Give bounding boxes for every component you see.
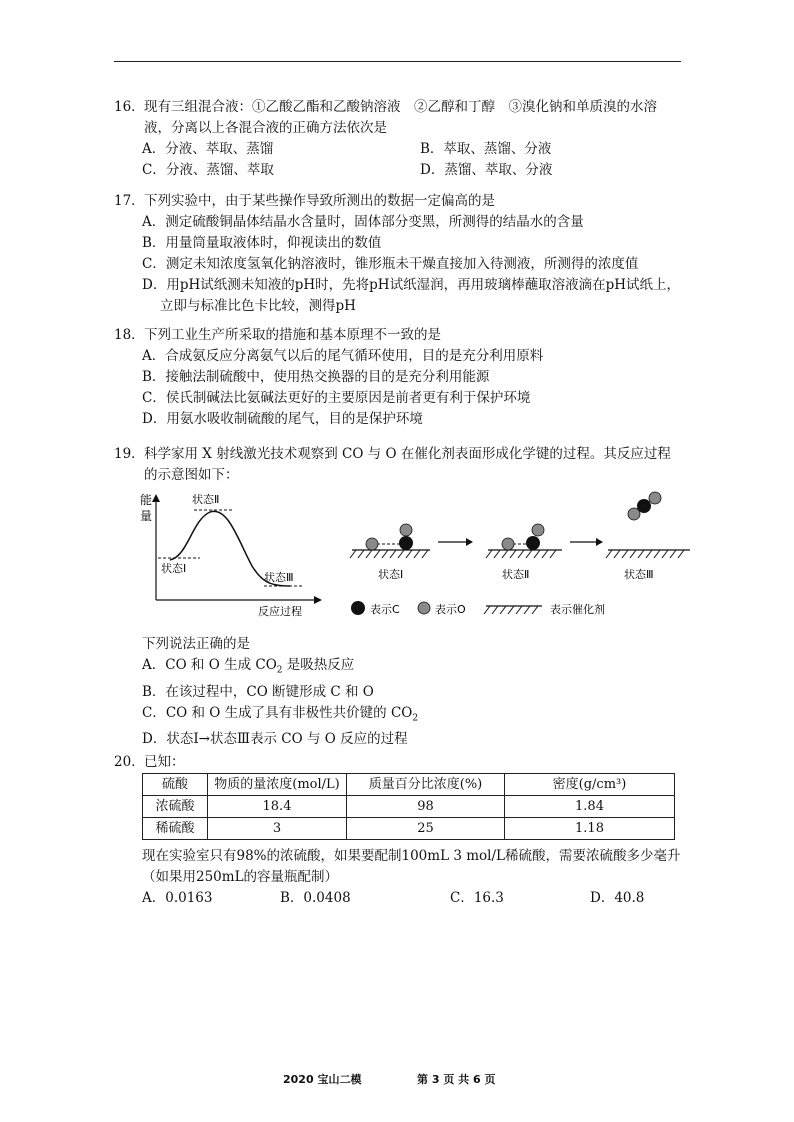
question-ask-cont: （如果用250mL的容量瓶配制） [142,869,339,885]
label-state-2: 状态Ⅱ [502,568,530,581]
table-cell: 浓硫酸 [143,796,208,818]
question-stem: 科学家用 X 射线激光技术观察到 CO 与 O 在催化剂表面形成化学键的过程。其反应过程 [144,446,671,462]
option-d-cont: 立即与标准比色卡比较，测得pH [160,298,356,314]
process-state-1 [350,524,430,581]
option-c: C．16.3 [450,890,504,906]
question-intro: 下列说法正确的是 [142,636,250,652]
question-number: 18． [114,327,145,343]
header-rule [114,61,681,62]
question-number: 19． [114,446,145,462]
reaction-figure [130,488,700,628]
option-a: A．分液、萃取、蒸馏 [142,141,274,157]
question-20 [114,752,684,909]
table-cell: 25 [347,818,505,840]
table-header: 密度(g/cm³) [505,774,675,796]
option-b: B．用量筒量取液体时，仰视读出的数值 [142,235,382,251]
option-b: B．接触法制硫酸中，使用热交换器的目的是充分利用能源 [142,369,490,385]
question-17 [114,191,684,317]
page-number: 第 3 页 共 6 页 [417,1073,496,1086]
table-row [143,796,675,818]
process-state-3 [606,492,690,581]
x-axis-label: 反应过程 [258,605,302,618]
oxygen-atom [532,524,544,536]
y-axis-label: 能 [140,493,153,507]
option-c: C．CO 和 O 生成了具有非极性共价键的 $CO_2$ [142,704,419,724]
question-number: 16． [114,99,145,115]
options-row [142,888,684,909]
question-stem: 已知： [144,754,185,770]
table-cell: 1.18 [505,818,675,840]
table-header-row [143,774,675,796]
carbon-atom [637,499,651,513]
table-header: 质量百分比浓度(%) [347,774,505,796]
process-state-2 [486,524,562,581]
options-row [142,139,684,160]
table-cell: 18.4 [208,796,347,818]
label-state-3: 状态Ⅲ [624,568,654,581]
question-19-options [114,634,684,750]
label-state-2: 状态Ⅱ [192,493,220,506]
option-d: D．状态Ⅰ→状态Ⅲ表示 CO 与 O 反应的过程 [142,731,408,748]
table-cell: 稀硫酸 [143,818,208,840]
exam-name: 2020 宝山二模 [283,1073,362,1086]
question-19 [114,444,684,486]
question-number: 17． [114,193,145,209]
oxygen-atom [366,538,378,550]
oxygen-atom [649,492,661,504]
label-state-1: 状态Ⅰ [378,568,404,581]
label-state-1: 状态Ⅰ [161,562,187,575]
table-cell: 3 [208,818,347,840]
figure-legend [351,601,605,616]
option-a: A．合成氨反应分离氨气以后的尾气循环使用，目的是充分利用原料 [142,348,544,364]
oxygen-atom [400,524,412,536]
option-b: B．萃取、蒸馏、分液 [420,141,552,157]
legend-carbon: 表示C [370,603,400,616]
table-header: 硫酸 [143,774,208,796]
legend-catalyst: 表示催化剂 [550,603,605,616]
table-cell: 98 [347,796,505,818]
x-axis-arrow [314,596,322,604]
question-18 [114,325,684,430]
option-a: A．CO 和 O 生成 $CO_2$ 是吸热反应 [142,657,355,676]
option-a: A．测定硫酸铜晶体结晶水含量时，固体部分变黑，所测得的结晶水的含量 [142,214,584,230]
options-row [142,160,684,181]
question-ask: 现在实验室只有98%的浓硫酸，如果要配制100mL 3 mol/L稀硫酸，需要浓硫酸多少毫升 [142,848,681,864]
option-c: C．测定未知浓度氢氧化钠溶液时，锥形瓶未干燥直接加入待测液，所测得的浓度值 [142,256,639,272]
acid-table [142,773,675,840]
carbon-legend-icon [351,601,365,615]
table-row [143,818,675,840]
option-b: B．在该过程中，CO 断键形成 C 和 O [142,683,374,700]
question-16 [114,97,684,181]
question-stem-cont: 的示意图如下： [144,467,239,483]
question-stem: 现有三组混合液：①乙酸乙酯和乙酸钠溶液 ②乙醇和丁醇 ③溴化钠和单质溴的水溶 [144,99,657,115]
y-axis-label: 量 [140,509,153,523]
option-a: A．0.0163 [142,890,213,906]
option-c: C．侯氏制碱法比氨碱法更好的主要原因是前者更有利于保护环境 [142,390,531,406]
y-axis-arrow [152,494,160,502]
table-cell: 1.84 [505,796,675,818]
oxygen-legend-icon [418,602,430,614]
oxygen-atom [502,538,514,550]
label-state-3: 状态Ⅲ [264,571,294,584]
table-header: 物质的量浓度(mol/L) [208,774,347,796]
option-d: D．用pH试纸测未知液的pH时，先将pH试纸湿润，再用玻璃棒蘸取溶液滴在pH试纸上， [142,277,680,293]
option-d: D．用氨水吸收制硫酸的尾气，目的是保护环境 [142,411,423,427]
option-c: C．分液、蒸馏、萃取 [142,162,274,178]
question-stem: 下列实验中，由于某些操作导致所测出的数据一定偏高的是 [144,193,495,209]
option-d: D．40.8 [590,890,645,906]
question-stem: 下列工业生产所采取的措施和基本原理不一致的是 [144,327,441,343]
carbon-atom [399,536,413,550]
energy-diagram [140,492,322,618]
carbon-atom [526,536,540,550]
option-d: D．蒸馏、萃取、分液 [420,162,553,178]
legend-oxygen: 表示O [435,603,466,616]
question-number: 20． [114,754,145,770]
question-stem-cont: 液，分离以上各混合液的正确方法依次是 [144,120,387,136]
option-b: B．0.0408 [280,890,351,906]
